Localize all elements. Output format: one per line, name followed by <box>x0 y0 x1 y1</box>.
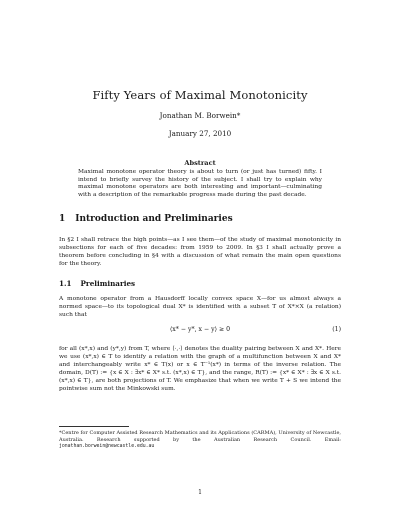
intro-paragraph: In §2 I shall retrace the high points—as I see them—of the study of maximal monotonicity in subsections for each of five decades: from 1959 to 2009. In §3 I shall actually prove a theorem before concluding in §4 with a discussion of what remain the main open questions for the theory. <box>59 237 341 267</box>
subsection-number: 1.1 <box>59 279 72 288</box>
definition-paragraph: for all (x*,x) and (y*,y) from T, where ⟨·,·⟩ denotes the duality pairing between X and X*. Here we use (x*,x) ∈ T to identify a relation with the graph of a multifunction between X and X* and interchangeably write x* ∈ T(x) or x ∈ T⁻¹(x*) in terms of the inverse relation. The domain, D(T) := {x ∈ X : ∃x* ∈ X* s.t. (x*,x) ∈ T}, and the range, R(T) := {x* ∈ X* : ∃x ∈ X s.t. (x*,x) ∈ T}, are both projections of T. We emphasize that when we write T + S we intend the pointwise sum not the Minkowski sum. <box>59 346 341 392</box>
subsection-title: Preliminaries <box>80 279 136 288</box>
abstract-heading: Abstract <box>184 159 216 167</box>
footnote-email[interactable]: jonathan.borwein@newcastle.edu.au <box>59 444 155 450</box>
section-heading <box>59 214 243 224</box>
paper-date: January 27, 2010 <box>168 129 232 138</box>
paper-title: Fifty Years of Maximal Monotonicity <box>92 88 308 102</box>
section-number: 1 <box>59 214 66 224</box>
preliminaries-paragraph: A monotone operator from a Hausdorff locally convex space X—for us almost always a normed space—to its topological dual X* is identified with a subset T of X*×X (a relation) such that <box>59 296 341 318</box>
footnote-rule <box>59 426 129 427</box>
subsection-heading <box>59 279 144 288</box>
equation-number: (1) <box>332 326 341 333</box>
author-name: Jonathan M. Borwein* <box>159 111 241 120</box>
page-number: 1 <box>198 489 202 496</box>
footnote <box>59 430 341 451</box>
abstract-text: Maximal monotone operator theory is about to turn (or just has turned) fifty. I intend to briefly survey the history of the subject. I shall try to explain why maximal monotone operators are both interesting and important—culminating with a description of the remarkable progress made during the past decade. <box>78 169 322 198</box>
equation-expression: ⟨x* − y*, x − y⟩ ≥ 0 <box>169 326 231 333</box>
section-title: Introduction and Preliminaries <box>75 214 233 224</box>
footnote-text: *Centre for Computer Assisted Research Mathematics and its Applications (CARMA), University of Newcastle, Australia. Research supported by the Australian Research Council. Email: <box>59 430 341 443</box>
